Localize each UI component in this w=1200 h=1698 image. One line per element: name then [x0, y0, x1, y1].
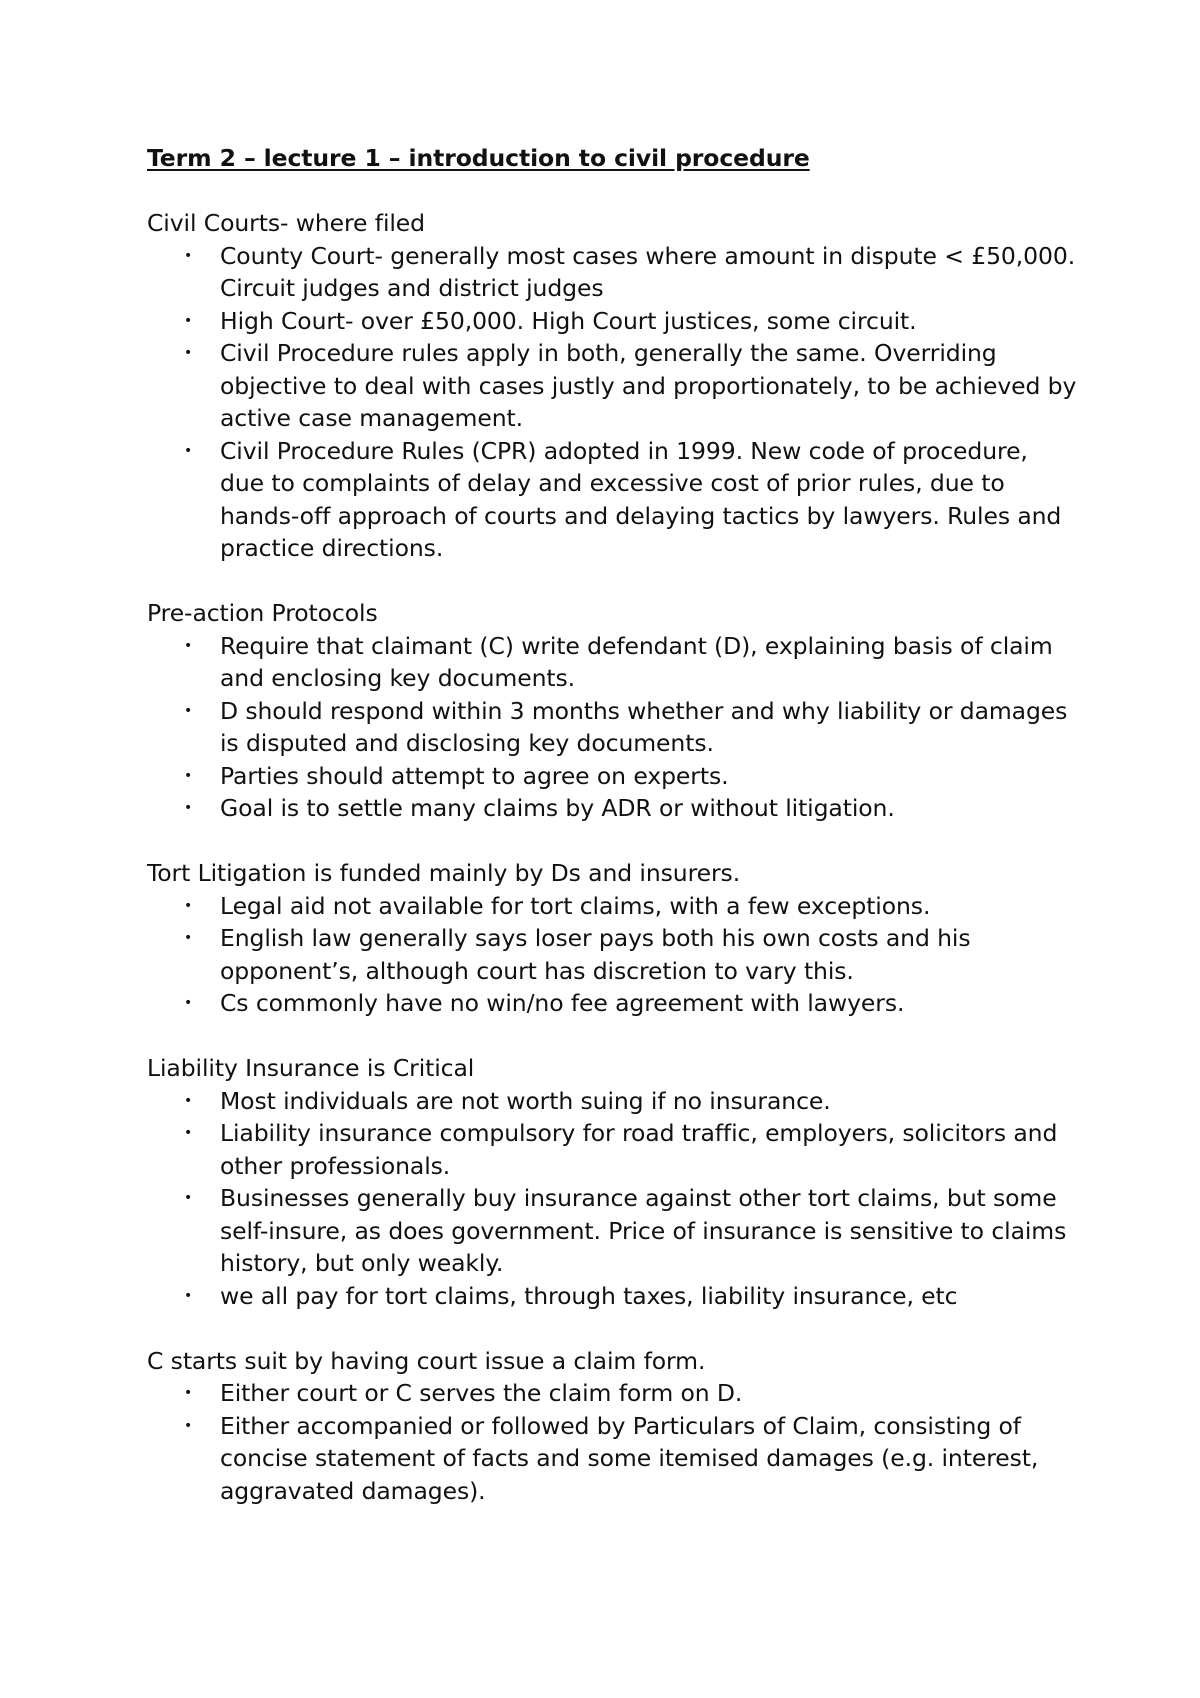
- list-item: [184, 1182, 1077, 1280]
- section-heading: Pre-action Protocols: [147, 599, 378, 627]
- bullet-icon: •: [184, 767, 193, 784]
- bullet-icon: •: [184, 1417, 193, 1434]
- list-item-text: County Court- generally most cases where amount in dispute < £50,000. Circuit judges and district judges: [220, 241, 1076, 302]
- bullet-icon: •: [184, 800, 193, 816]
- section-heading: Civil Courts- where filed: [147, 209, 425, 237]
- list-item-text: Require that claimant (C) write defendant (D), explaining basis of claim and enclosing key documents.: [220, 631, 1053, 692]
- bullet-icon: •: [184, 1385, 193, 1401]
- document-body: [147, 207, 1077, 1507]
- list-item: [184, 922, 1077, 987]
- bullet-icon: •: [184, 442, 193, 459]
- list-item-text: Goal is to settle many claims by ADR or without litigation.: [220, 794, 895, 822]
- list-item: [184, 305, 1077, 338]
- bullet-icon: •: [184, 702, 193, 719]
- list-item: [184, 1377, 1077, 1410]
- list-item-text: High Court- over £50,000. High Court justices, some circuit.: [220, 306, 917, 335]
- bullet-icon: •: [184, 637, 193, 654]
- bullet-icon: •: [184, 1287, 193, 1304]
- list-item: [184, 1117, 1077, 1182]
- section: [147, 857, 1077, 1020]
- bullet-icon: •: [184, 1125, 193, 1141]
- list-item-text: Legal aid not available for tort claims, with a few exceptions.: [220, 891, 931, 920]
- bullet-icon: •: [184, 995, 193, 1011]
- bullet-icon: •: [184, 247, 193, 264]
- list-item-text: Most individuals are not worth suing if no insurance.: [220, 1086, 831, 1115]
- list-item-text: Either accompanied or followed by Particulars of Claim, consisting of concise statement of facts and some itemised damages (e.g. interest, aggravated damages).: [220, 1411, 1039, 1505]
- list-item: [184, 987, 1077, 1020]
- section: [147, 207, 1077, 565]
- list-item: [184, 240, 1077, 305]
- list-item: [184, 1085, 1077, 1118]
- bullet-icon: •: [184, 345, 193, 361]
- list-item-text: Parties should attempt to agree on experts.: [220, 761, 729, 790]
- bullet-icon: •: [184, 312, 193, 329]
- section-heading: Liability Insurance is Critical: [147, 1054, 475, 1082]
- list-item: [184, 630, 1077, 695]
- bullet-list: [147, 1377, 1077, 1507]
- list-item: [184, 890, 1077, 923]
- list-item-text: D should respond within 3 months whether and why liability or damages is disputed and disclosing key documents.: [220, 696, 1068, 757]
- section-heading: C starts suit by having court issue a claim form.: [147, 1346, 706, 1375]
- list-item: [184, 435, 1077, 565]
- list-item: [184, 792, 1077, 825]
- section: [147, 597, 1077, 825]
- bullet-list: [147, 1085, 1077, 1313]
- list-item-text: Cs commonly have no win/no fee agreement with lawyers.: [220, 989, 905, 1017]
- section: [147, 1052, 1077, 1312]
- list-item-text: Either court or C serves the claim form on D.: [220, 1379, 743, 1407]
- list-item: [184, 337, 1077, 435]
- bullet-icon: •: [184, 1092, 193, 1109]
- section: [147, 1345, 1077, 1508]
- list-item-text: Civil Procedure rules apply in both, generally the same. Overriding objective to deal with cases justly and proportionately, to be achieved by active case management.: [220, 339, 1077, 432]
- list-item-text: English law generally says loser pays both his own costs and his opponent’s, although court has discretion to vary this.: [220, 924, 971, 985]
- list-item-text: we all pay for tort claims, through taxes, liability insurance, etc: [220, 1281, 958, 1310]
- bullet-list: [147, 240, 1077, 565]
- list-item: [184, 760, 1077, 793]
- list-item: [184, 1410, 1077, 1508]
- list-item-text: Businesses generally buy insurance against other tort claims, but some self-insure, as does government. Price of insurance is sensitive to claims history, but only weakly.: [220, 1184, 1067, 1277]
- bullet-icon: •: [184, 1190, 193, 1206]
- list-item-text: Civil Procedure Rules (CPR) adopted in 1999. New code of procedure, due to complaints of delay and excessive cost of prior rules, due to hands-off approach of courts and delaying tactics by lawyers. Rules and practice directions.: [220, 436, 1062, 562]
- list-item: [184, 695, 1077, 760]
- bullet-list: [147, 630, 1077, 825]
- page-title: Term 2 – lecture 1 – introduction to civil procedure: [147, 144, 810, 172]
- bullet-icon: •: [184, 930, 193, 946]
- list-item: [184, 1280, 1077, 1313]
- bullet-list: [147, 890, 1077, 1020]
- document-page: [147, 142, 1077, 1540]
- section-heading: Tort Litigation is funded mainly by Ds and insurers.: [147, 859, 741, 887]
- list-item-text: Liability insurance compulsory for road traffic, employers, solicitors and other professionals.: [220, 1119, 1058, 1180]
- bullet-icon: •: [184, 897, 193, 914]
